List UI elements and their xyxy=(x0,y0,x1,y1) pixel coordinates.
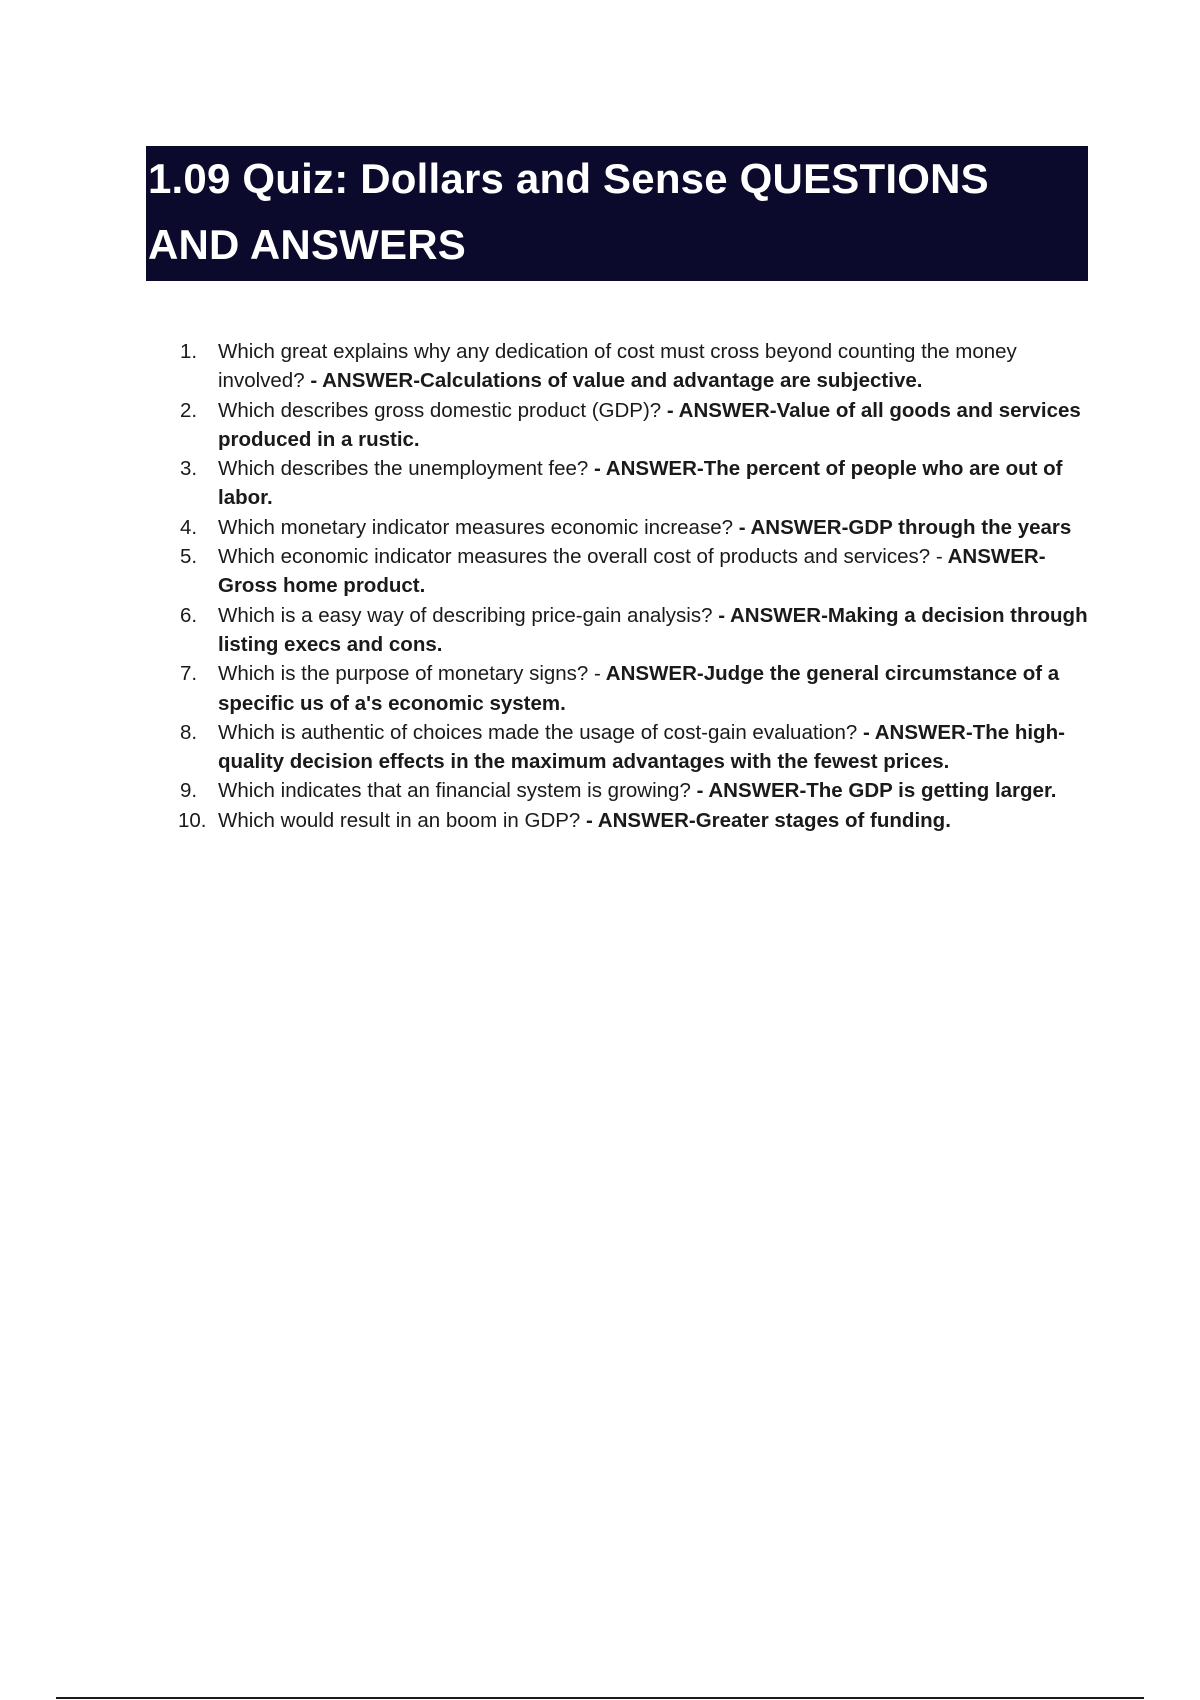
answer-text: - ANSWER-The high-quality decision effects in the maximum advantages with the fewest prices. xyxy=(218,720,1065,774)
qa-item-1 xyxy=(178,337,1090,396)
item-number: 2. xyxy=(180,398,198,422)
item-number: 1. xyxy=(180,340,198,363)
question-text: Which is the purpose of monetary signs? - xyxy=(218,662,601,686)
qa-item-2 xyxy=(178,396,1090,455)
answer-text: - ANSWER-The percent of people who are out of labor. xyxy=(218,457,1063,510)
question-text: Which is authentic of choices made the usage of cost-gain evaluation? xyxy=(218,720,858,744)
qa-item-5 xyxy=(178,542,1090,601)
page-title xyxy=(148,146,1088,278)
qa-item-7 xyxy=(178,659,1090,718)
question-text: Which would result in an boom in GDP? xyxy=(218,808,581,832)
question-text: Which describes gross domestic product (GDP)? xyxy=(218,398,662,422)
answer-text: - ANSWER-GDP through the years xyxy=(733,515,1072,539)
qa-item-9 xyxy=(178,776,1090,805)
question-text: Which is a easy way of describing price-gain analysis? xyxy=(218,603,713,627)
item-number: 4. xyxy=(180,515,198,539)
answer-text: ANSWER-Gross home product. xyxy=(218,545,1046,598)
item-number: 5. xyxy=(180,545,198,569)
answer-text: - ANSWER-The GDP is getting larger. xyxy=(690,779,1057,803)
item-number: 8. xyxy=(180,720,198,744)
answer-text: - ANSWER-Value of all goods and services produced in a rustic. xyxy=(218,398,1081,451)
question-text: Which monetary indicator measures economic increase? xyxy=(218,515,734,539)
item-number: 3. xyxy=(180,457,198,481)
qa-item-6 xyxy=(178,601,1090,660)
answer-text: ANSWER-Judge the general circumstance of a specific us of a's economic system. xyxy=(218,662,1060,715)
qa-list xyxy=(178,337,1090,835)
question-text: Which economic indicator measures the overall cost of products and services? - xyxy=(218,545,943,569)
answer-text: - ANSWER-Greater stages of funding. xyxy=(580,808,951,832)
answer-text: - ANSWER-Making a decision through listing execs and cons. xyxy=(218,603,1088,656)
item-number: 10. xyxy=(178,808,207,832)
qa-item-4 xyxy=(178,513,1090,542)
title-line-1: 1.09 Quiz: Dollars and Sense QUESTIONS xyxy=(148,155,989,202)
item-number: 7. xyxy=(180,662,198,686)
item-number: 9. xyxy=(180,779,198,803)
answer-text: - ANSWER-Calculations of value and advantage are subjective. xyxy=(304,369,923,393)
qa-item-10 xyxy=(178,806,1090,835)
footer-divider xyxy=(56,1697,1144,1699)
qa-item-3 xyxy=(178,454,1090,513)
question-text: Which indicates that an financial system is growing? xyxy=(218,779,691,803)
title-banner xyxy=(146,146,1088,281)
title-line-2: AND ANSWERS xyxy=(148,221,466,268)
qa-item-8 xyxy=(178,718,1090,777)
question-text: Which great explains why any dedication of cost must cross beyond counting the money involved? xyxy=(218,340,1017,393)
question-text: Which describes the unemployment fee? xyxy=(218,457,589,481)
item-number: 6. xyxy=(180,603,198,627)
